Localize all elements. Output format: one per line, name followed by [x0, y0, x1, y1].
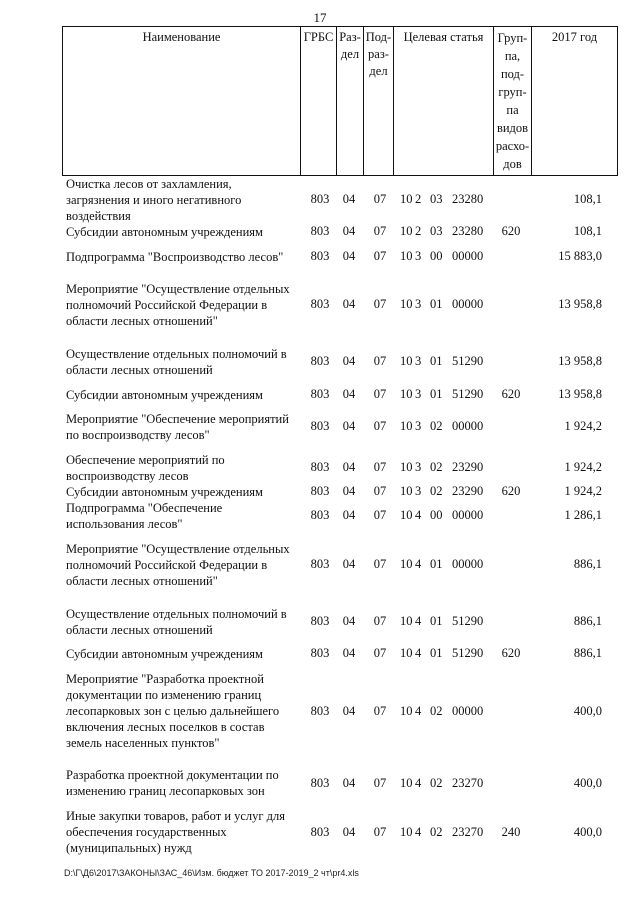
row-cs-event: 02 — [430, 419, 443, 433]
row-podrazdel: 07 — [373, 419, 387, 433]
row-cs-direction: 23280 — [452, 192, 484, 206]
row-cs-subprogram: 3 — [415, 249, 422, 263]
row-razdel: 04 — [342, 776, 356, 790]
row-podrazdel: 07 — [373, 460, 387, 474]
row-podrazdel: 07 — [373, 484, 387, 498]
row-cs-direction: 23280 — [452, 224, 484, 238]
row-sum: 1 924,2 — [564, 419, 602, 433]
row-name: Разработка проектной документации по изменению границ лесопарковых зон — [66, 768, 279, 798]
row-cs-subprogram: 2 — [415, 224, 422, 238]
row-sum: 108,1 — [573, 224, 602, 238]
row-cs-subprogram: 3 — [415, 297, 422, 311]
row-podrazdel: 07 — [373, 557, 387, 571]
row-razdel: 04 — [342, 557, 356, 571]
row-podrazdel: 07 — [373, 508, 387, 522]
row-cs-event: 01 — [430, 557, 443, 571]
file-path-footer: D:\Г\Д6\2017\ЗАКОНЫ\ЗАС_46\Изм. бюджет ТО 2017-2019_2 чт\pr4.xls — [64, 868, 359, 878]
row-cs-subprogram: 3 — [415, 387, 422, 401]
row-cs-subprogram: 3 — [415, 484, 422, 498]
row-podrazdel: 07 — [373, 224, 387, 238]
row-podrazdel: 07 — [373, 646, 387, 660]
row-cs-program: 10 — [400, 646, 413, 660]
row-cs-program: 10 — [400, 825, 413, 839]
header-target-article: Целевая статья — [394, 27, 494, 176]
row-name: Субсидии автономным учреждениям — [66, 485, 263, 499]
row-cs-event: 01 — [430, 387, 443, 401]
row-name: Осуществление отдельных полномочий в области лесных отношений — [66, 607, 287, 637]
row-cs-program: 10 — [400, 192, 413, 206]
row-name: Субсидии автономным учреждениям — [66, 388, 263, 402]
row-cs-event: 01 — [430, 614, 443, 628]
row-sum: 400,0 — [573, 776, 602, 790]
row-cs-event: 01 — [430, 354, 443, 368]
row-razdel: 04 — [342, 249, 356, 263]
row-cs-direction: 51290 — [452, 614, 484, 628]
row-cs-direction: 51290 — [452, 354, 484, 368]
row-name: Субсидии автономным учреждениям — [66, 225, 263, 239]
row-razdel: 04 — [342, 646, 356, 660]
row-grbs: 803 — [310, 224, 330, 238]
row-sum: 400,0 — [573, 704, 602, 718]
row-razdel: 04 — [342, 508, 356, 522]
row-grbs: 803 — [310, 557, 330, 571]
row-grbs: 803 — [310, 508, 330, 522]
row-cs-direction: 23290 — [452, 460, 484, 474]
row-cs-subprogram: 4 — [415, 825, 422, 839]
header-name: Наименование — [63, 27, 301, 176]
row-grbs: 803 — [310, 614, 330, 628]
row-cs-program: 10 — [400, 776, 413, 790]
row-cs-program: 10 — [400, 354, 413, 368]
row-cs-program: 10 — [400, 297, 413, 311]
row-cs-subprogram: 4 — [415, 557, 422, 571]
row-razdel: 04 — [342, 387, 356, 401]
row-name: Субсидии автономным учреждениям — [66, 647, 263, 661]
header-year-2017: 2017 год — [532, 27, 618, 176]
row-podrazdel: 07 — [373, 249, 387, 263]
row-sum: 886,1 — [573, 614, 602, 628]
row-cs-direction: 51290 — [452, 387, 484, 401]
row-expense-type: 620 — [501, 387, 521, 401]
row-sum: 1 924,2 — [564, 460, 602, 474]
row-cs-event: 02 — [430, 825, 443, 839]
row-sum: 13 958,8 — [558, 387, 602, 401]
row-cs-subprogram: 4 — [415, 646, 422, 660]
row-cs-direction: 23290 — [452, 484, 484, 498]
row-grbs: 803 — [310, 354, 330, 368]
row-cs-subprogram: 4 — [415, 508, 422, 522]
row-cs-event: 00 — [430, 249, 443, 263]
row-podrazdel: 07 — [373, 614, 387, 628]
row-podrazdel: 07 — [373, 776, 387, 790]
row-name: Иные закупки товаров, работ и услуг для обеспечения государственных (муниципальных) нужд — [66, 809, 286, 855]
row-cs-program: 10 — [400, 387, 413, 401]
row-cs-program: 10 — [400, 224, 413, 238]
row-razdel: 04 — [342, 825, 356, 839]
row-podrazdel: 07 — [373, 704, 387, 718]
row-razdel: 04 — [342, 484, 356, 498]
row-cs-direction: 51290 — [452, 646, 484, 660]
row-sum: 13 958,8 — [558, 354, 602, 368]
row-cs-event: 02 — [430, 460, 443, 474]
row-grbs: 803 — [310, 249, 330, 263]
row-cs-direction: 00000 — [452, 508, 484, 522]
row-razdel: 04 — [342, 192, 356, 206]
row-sum: 13 958,8 — [558, 297, 602, 311]
row-expense-type: 620 — [501, 224, 521, 238]
row-cs-event: 03 — [430, 224, 443, 238]
row-cs-direction: 00000 — [452, 557, 484, 571]
row-cs-subprogram: 2 — [415, 192, 422, 206]
header-podrazdel: Под- раз- дел — [364, 27, 394, 176]
row-cs-event: 01 — [430, 297, 443, 311]
row-cs-program: 10 — [400, 460, 413, 474]
row-podrazdel: 07 — [373, 297, 387, 311]
table-header — [62, 26, 618, 176]
row-razdel: 04 — [342, 704, 356, 718]
row-sum: 108,1 — [573, 192, 602, 206]
row-name: Обеспечение мероприятий по воспроизводству лесов — [66, 453, 225, 483]
row-cs-program: 10 — [400, 614, 413, 628]
row-razdel: 04 — [342, 224, 356, 238]
row-grbs: 803 — [310, 192, 330, 206]
row-razdel: 04 — [342, 297, 356, 311]
row-cs-subprogram: 3 — [415, 419, 422, 433]
row-sum: 400,0 — [573, 825, 602, 839]
row-grbs: 803 — [310, 776, 330, 790]
row-razdel: 04 — [342, 614, 356, 628]
row-razdel: 04 — [342, 460, 356, 474]
row-cs-program: 10 — [400, 419, 413, 433]
row-name: Мероприятие "Осуществление отдельных полномочий Российской Федерации в области лесных отношений" — [66, 282, 290, 328]
row-sum: 886,1 — [573, 646, 602, 660]
row-grbs: 803 — [310, 704, 330, 718]
row-grbs: 803 — [310, 484, 330, 498]
row-cs-program: 10 — [400, 557, 413, 571]
row-sum: 1 286,1 — [564, 508, 602, 522]
row-cs-event: 01 — [430, 646, 443, 660]
row-grbs: 803 — [310, 825, 330, 839]
row-grbs: 803 — [310, 460, 330, 474]
row-cs-program: 10 — [400, 249, 413, 263]
row-cs-direction: 00000 — [452, 297, 484, 311]
row-cs-subprogram: 4 — [415, 704, 422, 718]
row-expense-type: 240 — [501, 825, 521, 839]
row-grbs: 803 — [310, 387, 330, 401]
row-podrazdel: 07 — [373, 825, 387, 839]
row-name: Подпрограмма "Обеспечение использования лесов" — [66, 501, 223, 531]
row-grbs: 803 — [310, 297, 330, 311]
row-expense-type: 620 — [501, 646, 521, 660]
header-razdel: Раз- дел — [337, 27, 364, 176]
row-cs-event: 00 — [430, 508, 443, 522]
row-cs-direction: 00000 — [452, 704, 484, 718]
row-cs-program: 10 — [400, 484, 413, 498]
row-sum: 1 924,2 — [564, 484, 602, 498]
row-grbs: 803 — [310, 419, 330, 433]
row-podrazdel: 07 — [373, 387, 387, 401]
row-cs-subprogram: 3 — [415, 460, 422, 474]
row-name: Подпрограмма "Воспроизводство лесов" — [66, 250, 284, 264]
row-cs-direction: 00000 — [452, 249, 484, 263]
row-cs-subprogram: 4 — [415, 614, 422, 628]
row-cs-direction: 23270 — [452, 776, 484, 790]
row-cs-direction: 23270 — [452, 825, 484, 839]
row-sum: 886,1 — [573, 557, 602, 571]
row-razdel: 04 — [342, 354, 356, 368]
row-cs-event: 02 — [430, 776, 443, 790]
row-podrazdel: 07 — [373, 192, 387, 206]
row-cs-program: 10 — [400, 704, 413, 718]
row-cs-subprogram: 4 — [415, 776, 422, 790]
row-name: Мероприятие "Осуществление отдельных полномочий Российской Федерации в области лесных отношений" — [66, 542, 290, 588]
row-name: Очистка лесов от захламления, загрязнения и иного негативного воздействия — [66, 177, 242, 223]
row-cs-direction: 00000 — [452, 419, 484, 433]
row-razdel: 04 — [342, 419, 356, 433]
row-expense-type: 620 — [501, 484, 521, 498]
row-sum: 15 883,0 — [558, 249, 602, 263]
page-number: 17 — [313, 10, 327, 25]
row-podrazdel: 07 — [373, 354, 387, 368]
row-name: Мероприятие "Обеспечение мероприятий по воспроизводству лесов" — [66, 412, 289, 442]
row-cs-event: 02 — [430, 484, 443, 498]
row-cs-event: 03 — [430, 192, 443, 206]
row-cs-subprogram: 3 — [415, 354, 422, 368]
header-expense-group: Груп- па, под- груп- па видов расхо- дов — [494, 27, 532, 176]
row-cs-event: 02 — [430, 704, 443, 718]
header-grbs: ГРБС — [301, 27, 337, 176]
row-name: Осуществление отдельных полномочий в области лесных отношений — [66, 347, 287, 377]
row-grbs: 803 — [310, 646, 330, 660]
row-cs-program: 10 — [400, 508, 413, 522]
row-name: Мероприятие "Разработка проектной документации по изменению границ лесопарковых зон с целью дальнейшего включения лесных поселков в состав земель населенных пунктов" — [66, 672, 280, 750]
